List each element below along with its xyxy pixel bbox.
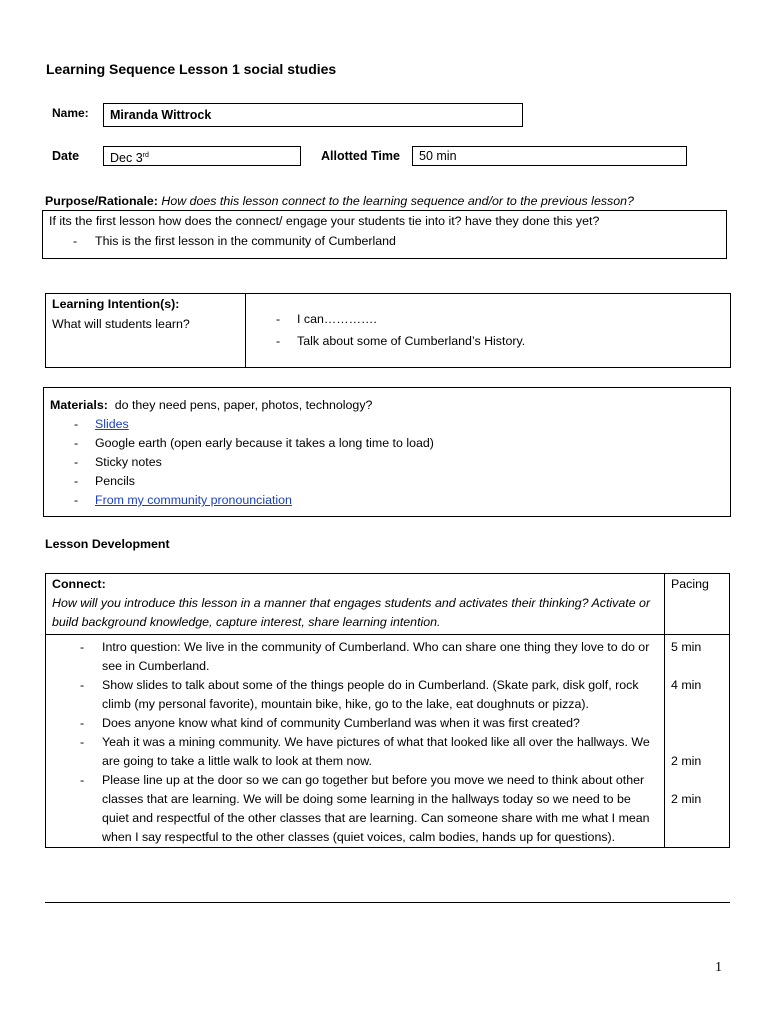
list-item: - Please line up at the door so we can go together but before you move we need to think about other classes that are learning. We will be doing some learning in the hallways today so we need to be quiet and respectful of the other classes that are learning. Can someone share with me what I mean when I say respectful to the other classes (quiet voices, calm bodies, hands up for questions). (52, 771, 658, 847)
intentions-heading: Learning Intention(s): (52, 297, 180, 311)
list-item: - Yeah it was a mining community. We have pictures of what that looked like all over the hallways. We are going to take a little walk to look at them now. (52, 733, 658, 771)
list-item: - Pencils (44, 472, 730, 491)
materials-question: do they need pens, paper, photos, technology? (114, 398, 373, 412)
intentions-list (246, 308, 726, 352)
list-item: - Sticky notes (44, 453, 730, 472)
date-label: Date (52, 149, 80, 163)
name-label: Name: (52, 106, 89, 120)
steps-cell (46, 635, 665, 848)
table-row (46, 635, 730, 848)
purpose-line: If its the first lesson how does the connect/ engage your students tie into it? have they done this yet? (49, 214, 600, 228)
connect-cell (46, 574, 665, 635)
list-item: - Intro question: We live in the community of Cumberland. Who can share one thing they love to do or see in Cumberland. (52, 638, 658, 676)
pacing-value: 4 min (671, 678, 702, 692)
pacing-value: 2 min (671, 792, 702, 806)
list-item (44, 491, 730, 510)
document-title: Learning Sequence Lesson 1 social studies (46, 61, 337, 77)
purpose-box (42, 210, 727, 259)
intentions-label-cell (46, 294, 246, 367)
date-value: Dec 3 (110, 151, 143, 166)
name-field[interactable]: Miranda Wittrock (103, 103, 523, 127)
materials-list (44, 415, 730, 510)
list-item: - This is the first lesson in the community of Cumberland (43, 232, 726, 251)
purpose-question: How does this lesson connect to the learning sequence and/or to the previous lesson? (161, 194, 634, 208)
materials-heading (44, 388, 730, 415)
lesson-development-table (45, 573, 730, 848)
intentions-content-cell (246, 308, 726, 352)
intentions-question: What will students learn? (52, 317, 190, 331)
steps-list (52, 638, 658, 847)
pacing-label: Pacing (671, 577, 709, 591)
pronunciation-link[interactable]: From my community pronounciation (95, 493, 292, 507)
allotted-time-field[interactable]: 50 min (412, 146, 687, 166)
page-number: 1 (715, 960, 722, 975)
pacing-header-cell (665, 574, 730, 635)
date-field[interactable] (103, 146, 301, 166)
list-item (44, 415, 730, 434)
lesson-development-heading: Lesson Development (45, 537, 170, 551)
footer-divider (45, 902, 730, 903)
pacing-cell (665, 635, 730, 848)
materials-label: Materials: (50, 398, 108, 412)
slides-link[interactable]: Slides (95, 417, 129, 431)
pacing-value: 2 min (671, 754, 702, 768)
purpose-label: Purpose/Rationale: (45, 194, 158, 208)
connect-question: How will you introduce this lesson in a manner that engages students and activates their thinking? Activate or build background knowledge, capture interest, share learning intention. (52, 596, 651, 629)
purpose-heading (45, 194, 634, 208)
list-item: - Show slides to talk about some of the things people do in Cumberland. (Skate park, disk golf, rock climb (my personal favorite), mountain bike, hike, go to the lake, eat doughnuts or pizza). (52, 676, 658, 714)
list-item: - I can…………. (246, 308, 726, 330)
pacing-value: 5 min (671, 640, 702, 654)
list-item: - Does anyone know what kind of community Cumberland was when it was first created? (52, 714, 658, 733)
learning-intentions-box (45, 293, 731, 368)
date-suffix: rd (142, 152, 149, 159)
materials-box (43, 387, 731, 517)
table-row (46, 574, 730, 635)
list-item: - Google earth (open early because it takes a long time to load) (44, 434, 730, 453)
list-item: - Talk about some of Cumberland’s History. (246, 330, 726, 352)
purpose-list (43, 232, 726, 251)
connect-label: Connect: (52, 577, 106, 591)
allotted-time-label: Allotted Time (321, 149, 400, 163)
